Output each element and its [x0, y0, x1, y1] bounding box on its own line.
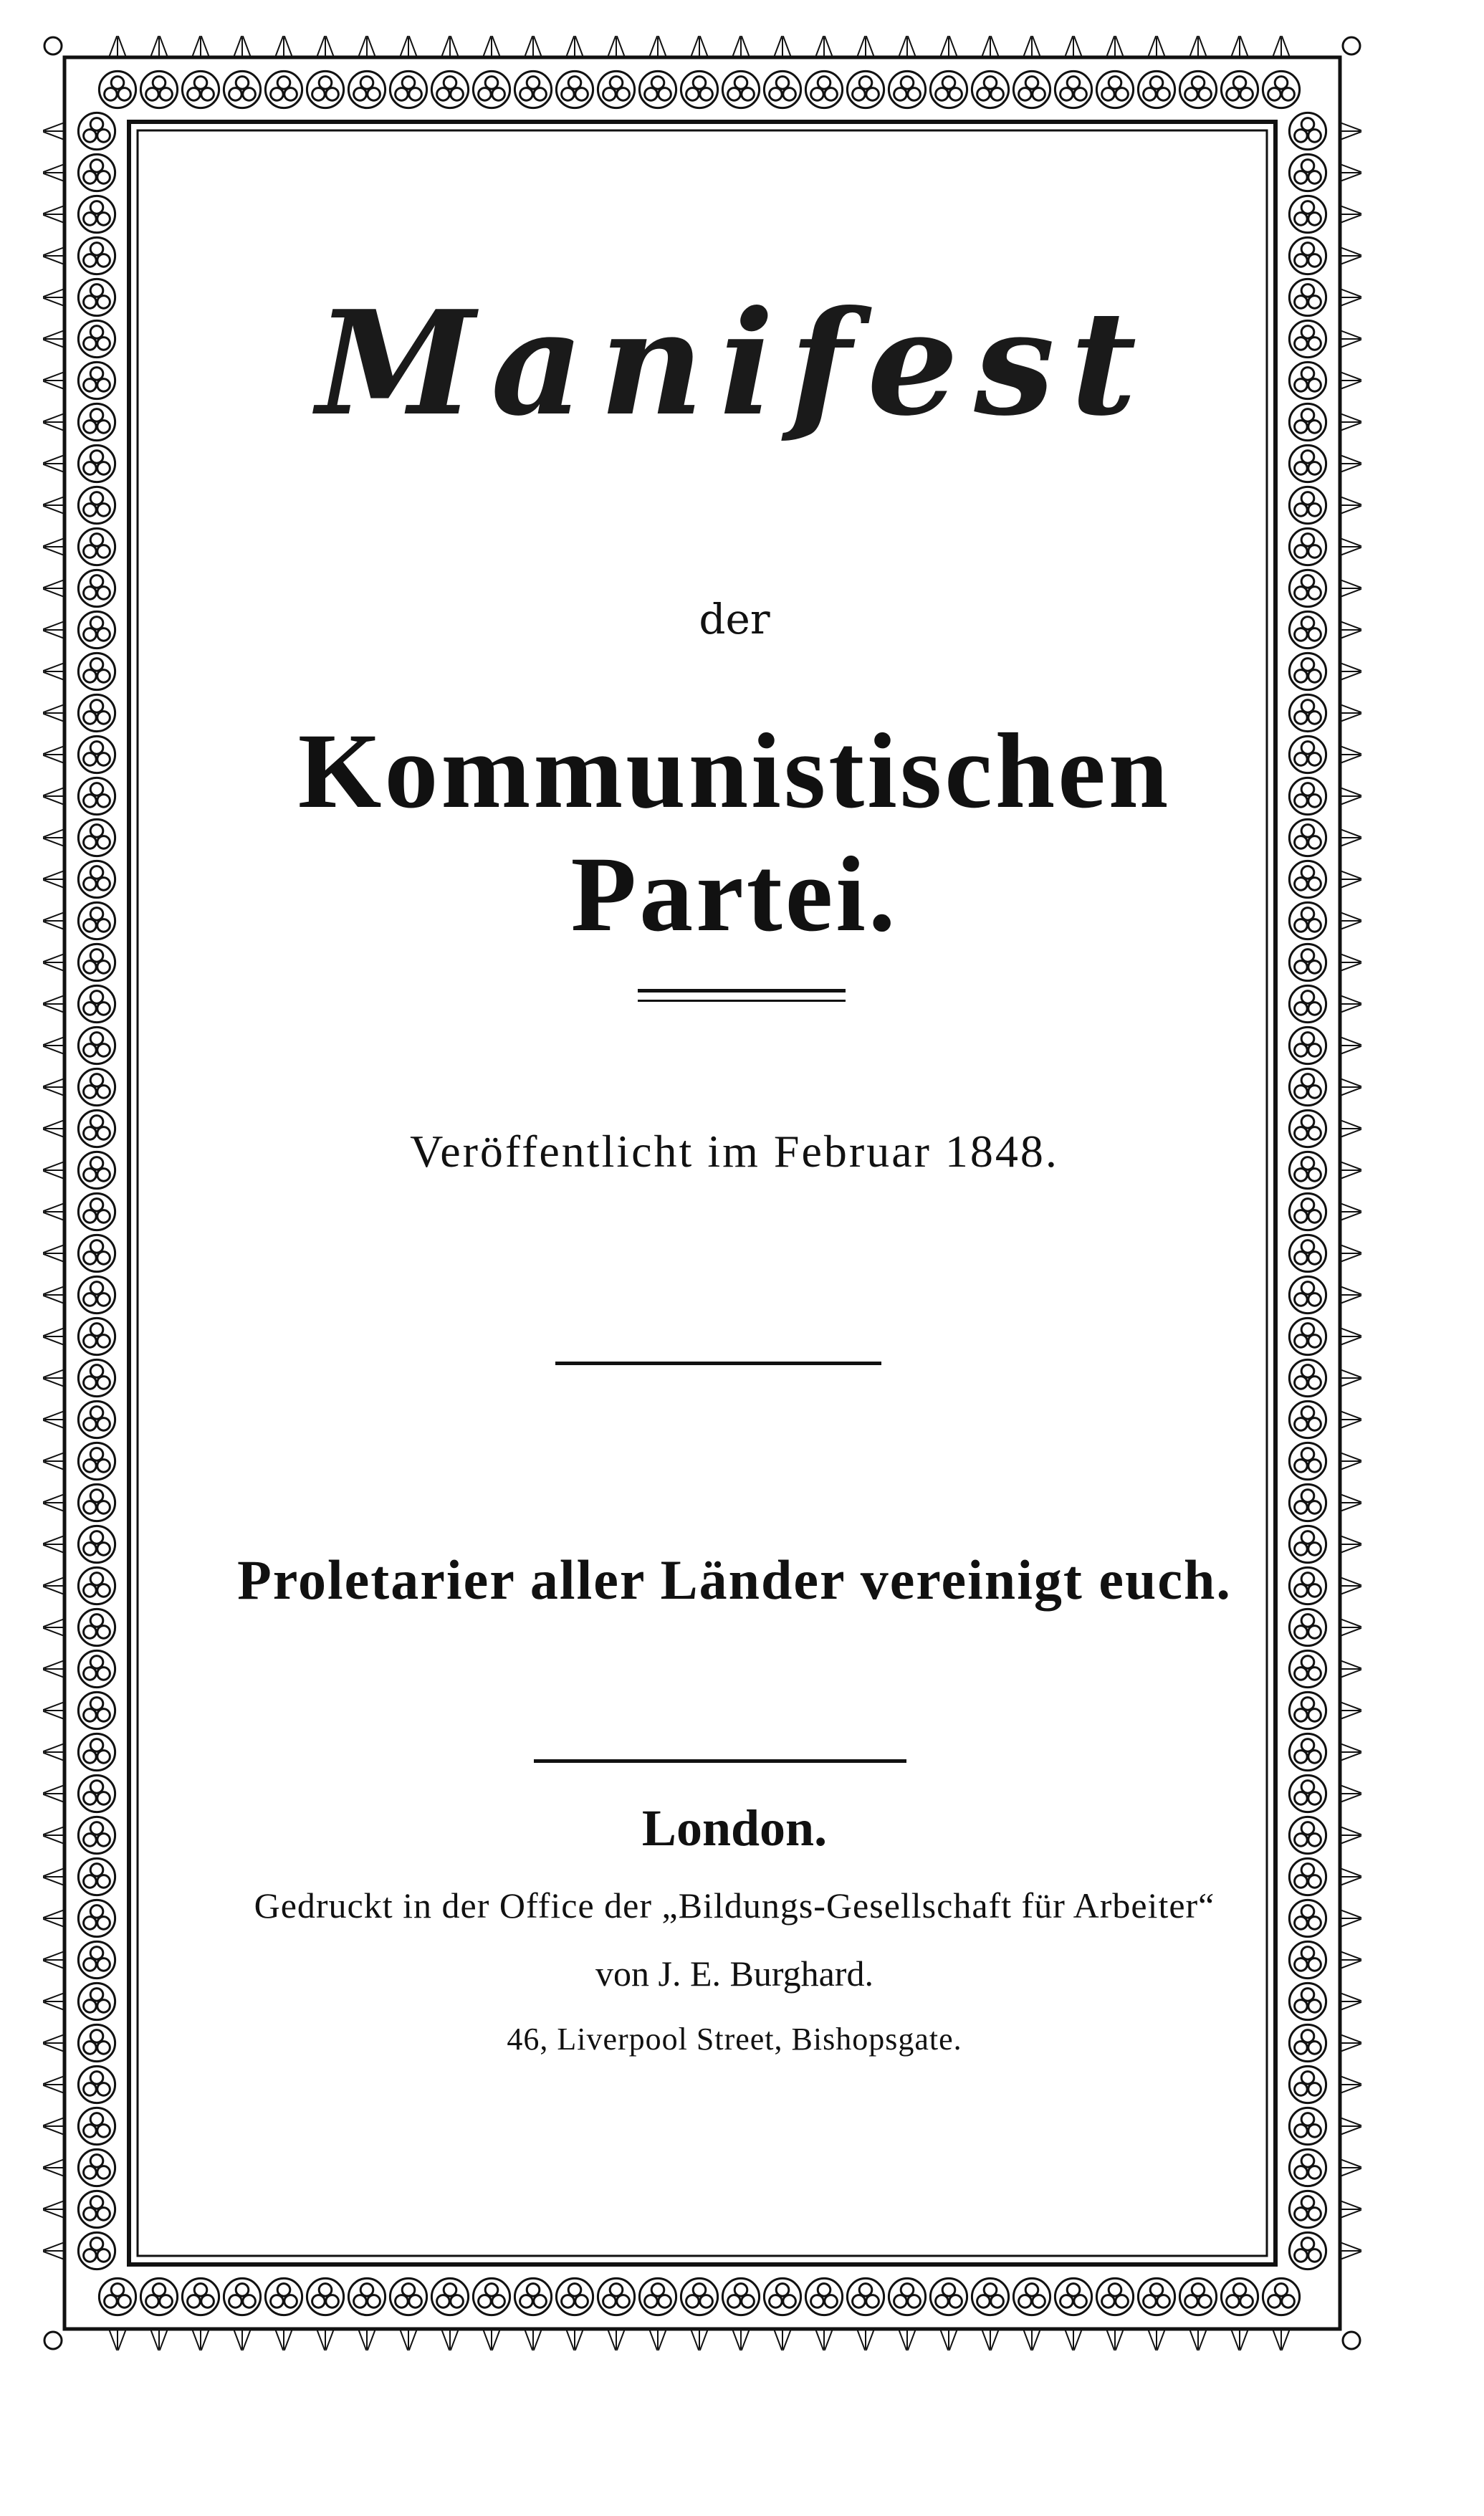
publication-date: Veröffentlicht im Februar 1848. [410, 1126, 1059, 1177]
divider-rule-2 [555, 1362, 881, 1365]
slogan: Proletarier aller Länder vereinigt euch. [237, 1549, 1232, 1611]
title-manifest [165, 279, 1304, 448]
title-article: der [699, 595, 770, 644]
divider-rule-3 [534, 1759, 906, 1763]
city: London. [641, 1799, 828, 1857]
imprint-publisher: von J. E. Burghard. [595, 1953, 873, 1994]
imprint-printer: Gedruckt in der Office der „Bildungs-Gesellschaft für Arbeiter“ [254, 1885, 1215, 1926]
title-party: Kommunistischen Partei. [297, 712, 1172, 954]
imprint-address: 46, Liverpool Street, Bishopsgate. [507, 2022, 962, 2057]
title-word: Manifest [316, 279, 1153, 448]
divider-rule-1 [638, 989, 846, 992]
title-page [165, 129, 1304, 2178]
